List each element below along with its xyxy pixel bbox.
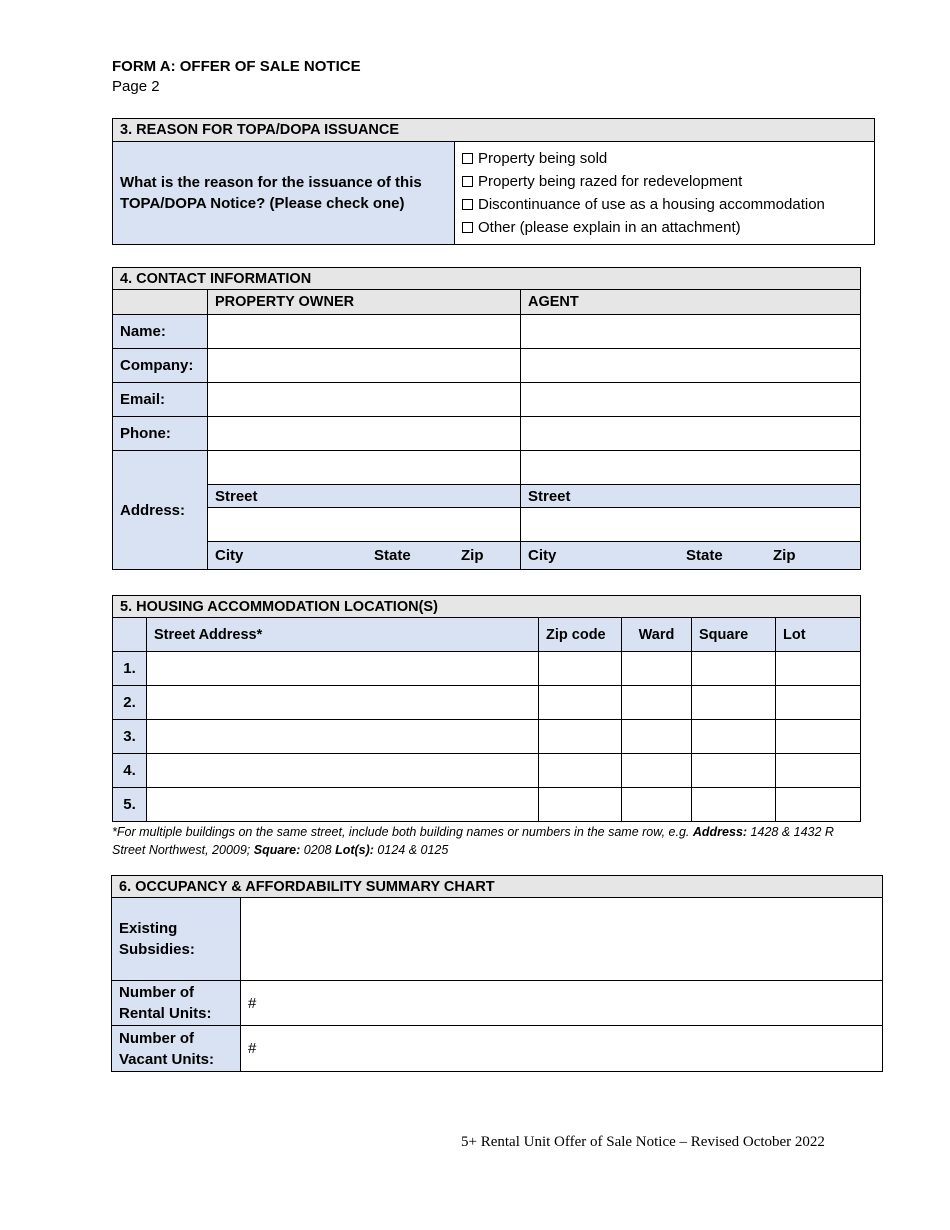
checkbox[interactable] xyxy=(462,176,473,187)
option-other[interactable]: Other (please explain in an attachment) xyxy=(462,216,867,239)
agent-city-state-zip-labels xyxy=(521,542,861,570)
section3-question: What is the reason for the issuance of this TOPA/DOPA Notice? (Please check one) xyxy=(113,142,455,245)
option-discontinuance[interactable]: Discontinuance of use as a housing accommodation xyxy=(462,193,867,216)
state-label: State xyxy=(374,547,411,564)
city-label: City xyxy=(528,547,557,564)
agent-phone-field[interactable] xyxy=(521,417,861,451)
form-title: FORM A: OFFER OF SALE NOTICE xyxy=(112,58,361,75)
col-street-address: Street Address* xyxy=(147,618,539,652)
lot-field[interactable] xyxy=(776,788,861,822)
existing-subsidies-field[interactable] xyxy=(241,898,883,981)
label-company: Company: xyxy=(113,349,208,383)
street-address-field[interactable] xyxy=(147,686,539,720)
ward-field[interactable] xyxy=(622,788,692,822)
col-lot: Lot xyxy=(776,618,861,652)
square-field[interactable] xyxy=(692,652,776,686)
table-row xyxy=(113,720,861,754)
col-ward: Ward xyxy=(622,618,692,652)
section5-table xyxy=(112,595,861,822)
section3-title: 3. REASON FOR TOPA/DOPA ISSUANCE xyxy=(113,119,875,142)
checkbox[interactable] xyxy=(462,199,473,210)
checkbox[interactable] xyxy=(462,222,473,233)
col-zip-code: Zip code xyxy=(539,618,622,652)
owner-email-field[interactable] xyxy=(208,383,521,417)
zip-field[interactable] xyxy=(539,686,622,720)
table-row xyxy=(113,788,861,822)
label-existing-subsidies: Existing Subsidies: xyxy=(112,898,241,981)
row-number: 3. xyxy=(113,720,147,754)
label-vacant-units: Number of Vacant Units: xyxy=(112,1026,241,1072)
row-number: 1. xyxy=(113,652,147,686)
ward-field[interactable] xyxy=(622,754,692,788)
zip-label: Zip xyxy=(773,547,796,564)
lot-field[interactable] xyxy=(776,754,861,788)
page-footer: 5+ Rental Unit Offer of Sale Notice – Revised October 2022 xyxy=(461,1134,825,1150)
lot-field[interactable] xyxy=(776,652,861,686)
street-address-field[interactable] xyxy=(147,788,539,822)
square-field[interactable] xyxy=(692,754,776,788)
street-address-field[interactable] xyxy=(147,652,539,686)
agent-street-field[interactable] xyxy=(521,451,861,485)
label-name: Name: xyxy=(113,315,208,349)
col-square: Square xyxy=(692,618,776,652)
section6-table xyxy=(111,875,883,1072)
col-agent: AGENT xyxy=(521,290,861,315)
state-label: State xyxy=(686,547,723,564)
ward-field[interactable] xyxy=(622,686,692,720)
agent-city-field[interactable] xyxy=(521,508,861,542)
ward-field[interactable] xyxy=(622,720,692,754)
option-razed[interactable]: Property being razed for redevelopment xyxy=(462,170,867,193)
owner-street-field[interactable] xyxy=(208,451,521,485)
table-row xyxy=(113,686,861,720)
agent-email-field[interactable] xyxy=(521,383,861,417)
col-property-owner: PROPERTY OWNER xyxy=(208,290,521,315)
agent-company-field[interactable] xyxy=(521,349,861,383)
zip-field[interactable] xyxy=(539,652,622,686)
owner-city-field[interactable] xyxy=(208,508,521,542)
city-label: City xyxy=(215,547,244,564)
ward-field[interactable] xyxy=(622,652,692,686)
row-number: 5. xyxy=(113,788,147,822)
section3-table xyxy=(112,118,875,245)
street-address-field[interactable] xyxy=(147,720,539,754)
square-field[interactable] xyxy=(692,788,776,822)
street-address-field[interactable] xyxy=(147,754,539,788)
square-field[interactable] xyxy=(692,720,776,754)
label-email: Email: xyxy=(113,383,208,417)
owner-street-label: Street xyxy=(208,485,521,508)
label-phone: Phone: xyxy=(113,417,208,451)
zip-field[interactable] xyxy=(539,754,622,788)
owner-name-field[interactable] xyxy=(208,315,521,349)
section4-table xyxy=(112,267,861,570)
reason-options xyxy=(455,142,875,245)
zip-label: Zip xyxy=(461,547,484,564)
table-row xyxy=(113,754,861,788)
zip-field[interactable] xyxy=(539,788,622,822)
section6-title: 6. OCCUPANCY & AFFORDABILITY SUMMARY CHART xyxy=(112,876,883,898)
square-field[interactable] xyxy=(692,686,776,720)
agent-street-label: Street xyxy=(521,485,861,508)
row-number: 4. xyxy=(113,754,147,788)
vacant-units-field[interactable]: # xyxy=(241,1026,883,1072)
label-rental-units: Number of Rental Units: xyxy=(112,981,241,1026)
agent-name-field[interactable] xyxy=(521,315,861,349)
row-number: 2. xyxy=(113,686,147,720)
label-address: Address: xyxy=(113,451,208,570)
rental-units-field[interactable]: # xyxy=(241,981,883,1026)
checkbox[interactable] xyxy=(462,153,473,164)
owner-company-field[interactable] xyxy=(208,349,521,383)
section5-footnote: *For multiple buildings on the same street, include both building names or numbers in the same row, e.g. Address: 1428 & 1432 R Street Northwest, 20009; Square: 0208 Lot(s): 0124 & 0125 xyxy=(112,825,834,857)
owner-phone-field[interactable] xyxy=(208,417,521,451)
page-number: Page 2 xyxy=(112,78,160,95)
lot-field[interactable] xyxy=(776,720,861,754)
lot-field[interactable] xyxy=(776,686,861,720)
section5-title: 5. HOUSING ACCOMMODATION LOCATION(S) xyxy=(113,596,861,618)
table-row xyxy=(113,652,861,686)
section4-title: 4. CONTACT INFORMATION xyxy=(113,268,861,290)
option-sold[interactable]: Property being sold xyxy=(462,147,867,170)
owner-city-state-zip-labels xyxy=(208,542,521,570)
zip-field[interactable] xyxy=(539,720,622,754)
